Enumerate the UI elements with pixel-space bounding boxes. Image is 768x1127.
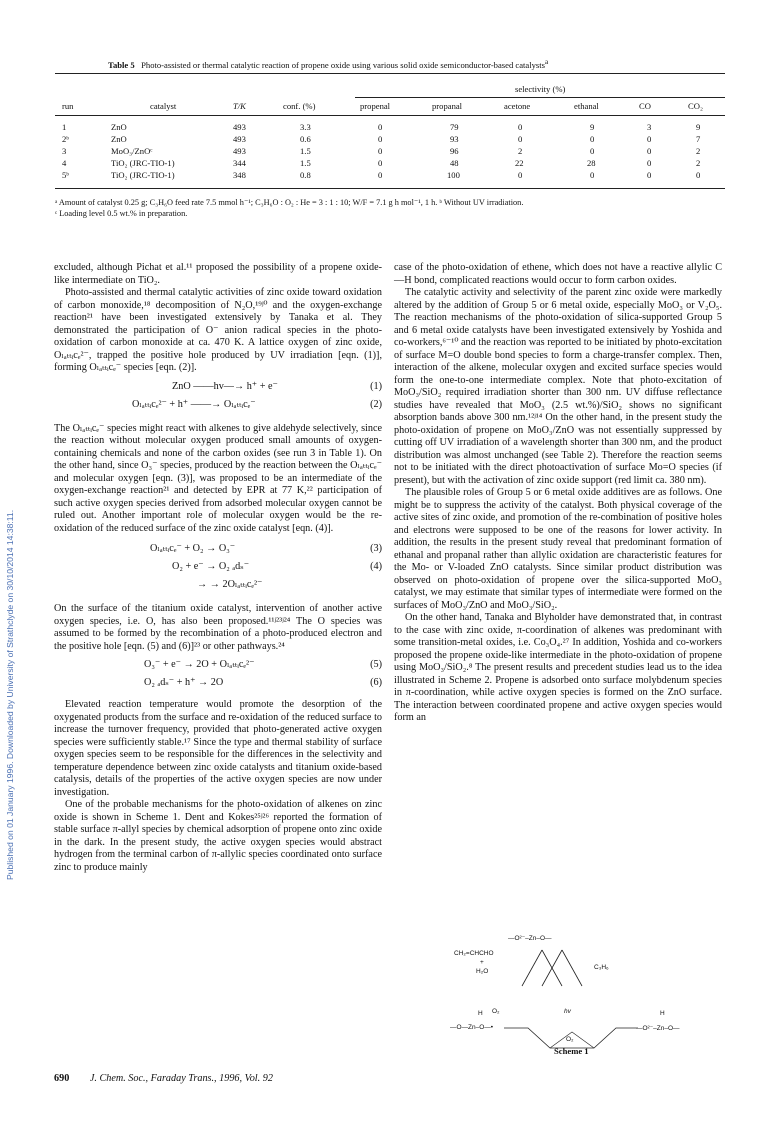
scheme-water: H₂O [476,968,489,975]
cell-conversion: 0.8 [300,170,311,180]
scheme-plus: + [480,959,484,966]
cell-co2: 9 [696,122,701,132]
cell-run: 4 [62,158,67,168]
equation-expression: ZnO ——hv—→ h⁺ + e⁻ [172,380,278,392]
cell-co: 0 [647,170,652,180]
download-watermark: Published on 01 January 1996. Downloaded by University of Strathclyde on 30/10/2014 14:38:11. [5,509,15,880]
cell-propenal: 0 [378,122,383,132]
cell-acetone: 0 [518,134,523,144]
paragraph: case of the photo-oxidation of ethene, which does not have a reactive allylic C—H bond, complicated reactions would occur to form carbon oxides. [394,262,722,286]
equation-2 [54,399,382,417]
paragraph: The Oₗₐₜₜᵢcₑ⁻ species might react with alkenes to give aldehyde selectively, since the reaction without molecular oxygen produced small amounts of oxygen-containing chemicals and none of the carbon oxides (see run 3 in Table 1). On the other hand, since O₃⁻ species, produced by the reaction between the Oₗₐₜₜᵢcₑ⁻ and molecular oxygen [eqn. (3)], was proposed to be an intermediate of the oxygen-exchange reaction²¹ and detected by EPR at 77 K,²² participation of such active oxygen species derived from adsorbed molecular oxygen cannot be ruled out. Another important role of molecular oxygen would be the re-oxidation of the reduced surface of the zinc oxide catalyst [eqn. (4)]. [54,422,382,534]
equation-4-continued [54,579,382,597]
journal-citation: J. Chem. Soc., Faraday Trans., 1996, Vol. 92 [89,1073,273,1084]
cell-propanal: 79 [450,122,459,132]
cell-co: 0 [647,146,652,156]
cell-conversion: 1.5 [300,158,311,168]
scheme-left-site: —O—Zn–O—• [450,1024,494,1031]
cell-run: 3 [62,146,67,156]
right-column [394,262,722,725]
table-label: Table 5 [108,59,135,70]
scheme-top-site: —O²⁻–Zn–O— [508,935,552,942]
scheme-propene: C₃H₆ [594,964,609,971]
cell-propanal: 100 [447,170,460,180]
equation-number: (5) [370,659,382,670]
header-temperature: T/K [233,101,246,111]
table-footnotes [55,198,725,219]
equation-4 [54,561,382,579]
header-ethanal: ethanal [574,101,599,111]
equation-number: (3) [370,543,382,554]
equation-3 [54,543,382,561]
equation-number: (2) [370,398,382,410]
cell-co2: 7 [696,134,701,144]
equation-expression: O₂ ₐdₛ⁻ + h⁺ → 2O [144,677,224,688]
header-co: CO [639,101,651,111]
cell-run: 1 [62,122,67,132]
cell-propanal: 48 [450,158,459,168]
cell-temperature: 493 [233,146,246,156]
scheme-1 [394,928,722,1068]
table-caption-note: a [545,58,549,66]
equation-expression: Oₗₐₜₜᵢcₑ⁻ + O₂ → O₃⁻ [150,543,236,554]
data-table [0,0,768,200]
paragraph: The catalytic activity and selectivity of the parent zinc oxide were markedly altered by the addition of Group 5 or 6 metal oxide, especially MoO₃ or V₂O₅. The reaction mechanisms of the photo-oxidation of silica-supported Group 5 and 6 metal oxide catalysts have been investigated extensively by Yoshida and co-workers,⁶⁻¹⁰ and the reaction was reported to be initiated by photo-excitation of surface M=O double bond species to form a charge-transfer complex. Then, interaction of the alkene, molecular oxygen and excited surface species would form the one-to-one intermediate complex. Note that photo-excitation of MoO₃/SiO₂ required irradiation shorter than 300 nm. UV diffuse reflectance studies have revealed that MoO₃ (2.5 wt.%)/SiO₂ shows no significant absorption bands above 300 nm.¹²ʲ¹⁴ On the other hand, in the present study the photo-oxidation of propene on MoO₃/ZnO was not essentially suppressed by cutting off UV irradiation of a wavelength shorter than 300 nm, and the product distribution was almost unchanged (see Table 2). Therefore the reaction seems not to be initiated with the direct photoactivation of surface Mo=O species (if present), but with the activation of zinc oxide support (red limit ca. 380 nm). [394,287,722,486]
cell-propenal: 0 [378,170,383,180]
equation-number: (6) [370,677,382,688]
cell-propenal: 0 [378,146,383,156]
cell-ethanal: 9 [590,122,595,132]
cell-acetone: 22 [515,158,524,168]
table-caption-text: Photo-assisted or thermal catalytic reaction of propene oxide using various solid oxide semiconductor-based catalysts [141,59,545,70]
cell-co2: 2 [696,158,701,168]
equation-expression: Oₗₐₜₜᵢcₑ²⁻ + h⁺ ——→ Oₗₐₜₜᵢcₑ⁻ [132,398,256,410]
equation-expression: O₂ + e⁻ → O₂ ₐdₛ⁻ [172,561,250,572]
equation-number: (4) [370,561,382,572]
scheme-o2-bottom: O₂ [566,1036,574,1043]
paragraph: One of the probable mechanisms for the photo-oxidation of alkenes on zinc oxide is shown in Scheme 1. Dent and Kokes²⁵ʲ²⁶ reported the formation of stable surface π-allyl species by chemical adsorption of propene onto zinc oxide in the dark. In the present study, the active oxygen species would abstract hydrogen from the terminal carbon of π-allylic species coordinated onto surface zinc to produce mainly [54,799,382,873]
footnote-c: ᶜ Loading level 0.5 wt.% in preparation. [55,208,188,218]
cell-catalyst: MoO₃/ZnOᶜ [111,146,153,156]
header-run: run [62,101,74,111]
page-number: 690 [54,1073,70,1084]
equation-expression: O₃⁻ + e⁻ → 2O + Oₗₐₜₜᵢcₑ²⁻ [144,659,255,670]
scheme-product: CH₂=CHCHO [454,950,494,957]
footnote-a: ᵃ Amount of catalyst 0.25 g; C₃H₆O feed rate 7.5 mmol h⁻¹; C₃H₆O : O₂ : He = 3 : 1 : 10; W/F = 7.1 g h mol⁻¹, 1 h. ᵇ Without UV irradiation. [55,198,524,207]
header-propenal: propenal [360,101,391,111]
equation-5 [54,659,382,677]
equation-1 [54,381,382,399]
header-catalyst: catalyst [150,101,177,111]
cell-catalyst: ZnO [111,134,127,144]
scheme-h-left: H [478,1010,483,1017]
cell-conversion: 3.3 [300,122,311,132]
equation-number: (1) [370,380,382,392]
cell-temperature: 344 [233,158,246,168]
paragraph: Photo-assisted and thermal catalytic activities of zinc oxide toward oxidation of carbon monoxide,¹⁸ decomposition of N₂O,¹⁹ʲ⁰ and the oxygen-exchange reaction²¹ have been investigated extensively by Tanaka et al. They demonstrated the participation of O⁻ anion radical species in the photo-oxidation of carbon monoxide at ca. 470 K. A lattice oxygen of zinc oxide, Oₗₐₜₜᵢcₑ²⁻, trapped the positive hole produced by UV irradiation [eqn. (1)], forming Oₗₐₜₜᵢcₑ⁻ species [eqn. (2)]. [54,287,382,373]
header-acetone: acetone [504,101,531,111]
scheme-right-site: —O²⁻–Zn–O— [636,1025,680,1032]
cell-ethanal: 0 [590,170,595,180]
page-footer [54,1073,273,1084]
cell-catalyst: TiO₂ (JRC-TIO-1) [111,158,175,168]
paragraph: The plausible roles of Group 5 or 6 metal oxide additives are as follows. One might be to suppress the activity of the catalyst. Both physical coverage of the active sites of zinc oxide, and promotion of the re-combination of positive holes and electrons were supposed to be one of the reasons for lower activity. In addition, the results in the present study reveal that predominant formation of ethanal and propanal rather than allylic oxidation are characteristic features for the Mo- or V-loaded ZnO catalysts. Since similar product distribution was observed on photo-oxidation of propene over the silica-supported MoO₃ catalyst, we may estimate that similar types of intermediate were formed on the surfaces of MoO₃/ZnO and MoO₃/SiO₂. [394,487,722,611]
cell-propanal: 96 [450,146,459,156]
cell-propanal: 93 [450,134,459,144]
cell-acetone: 0 [518,170,523,180]
cell-temperature: 493 [233,134,246,144]
scheme-hv: hv [564,1008,571,1015]
cell-run: 2ᵇ [62,134,69,144]
cell-ethanal: 28 [587,158,596,168]
cell-co: 0 [647,158,652,168]
paragraph: On the surface of the titanium oxide catalyst, intervention of another active oxygen species, i.e. O, has also been proposed.¹¹ʲ²³ʲ²⁴ The O species was assumed to be formed by the recombination of a photo-produced electron and the positive hole [eqn. (5) and (6)]²³ or other pathways.²⁴ [54,603,382,652]
cell-ethanal: 0 [590,134,595,144]
cell-conversion: 0.6 [300,134,311,144]
cell-temperature: 348 [233,170,246,180]
cell-co: 0 [647,134,652,144]
header-co2: CO₂ [688,101,703,111]
cell-co2: 0 [696,170,701,180]
cell-temperature: 493 [233,122,246,132]
cell-run: 5ᵇ [62,170,69,180]
selectivity-header: selectivity (%) [515,84,566,94]
equation-expression: → → 2Oₗₐₜₜᵢcₑ²⁻ [197,579,263,590]
paragraph: Elevated reaction temperature would promote the desorption of the oxygenated products from the surface and re-oxidation of the reduced surface to increase the turnover frequency, provided that photo-generated active oxygen species were sufficiently stable.¹⁷ Since the type and thermal stability of surface oxygen species seem to be responsible for the differences in the selectivity and temperature dependence between zinc oxide catalysts and titanium oxide-based catalysis, details of the properties of the active oxygen species are now under investigation. [54,699,382,798]
cell-co2: 2 [696,146,701,156]
cell-acetone: 0 [518,122,523,132]
paragraph: On the other hand, Tanaka and Blyholder have demonstrated that, in contrast to the case with zinc oxide, π-coordination of alkenes was predominant with some transition-metal oxides, i.e. Co₃O₄.²⁷ In addition, Yoshida and co-workers proposed the propene oxide-like intermediate in the photo-oxidation of propene using MoO₃/SiO₂.⁸ The present results and precedent studies lead us to the idea illustrated in Scheme 2. Propene is adsorbed onto surface molybdenum species in π-coordination, while active oxygen species is formed on the ZnO surface. The interaction between coordinated propene and active oxygen species would form an [394,612,722,723]
cell-acetone: 2 [518,146,523,156]
cell-ethanal: 0 [590,146,595,156]
left-column [54,262,382,874]
cell-propenal: 0 [378,158,383,168]
header-conversion: conf. (%) [283,101,316,111]
cell-propenal: 0 [378,134,383,144]
cell-catalyst: TiO₂ (JRC-TIO-1) [111,170,175,180]
equation-6 [54,677,382,695]
scheme-caption: Scheme 1 [554,1046,589,1056]
scheme-h-right: H [660,1010,665,1017]
cell-conversion: 1.5 [300,146,311,156]
header-propanal: propanal [432,101,463,111]
paragraph: excluded, although Pichat et al.¹¹ proposed the possibility of a propene oxide-like intermediate on TiO₂. [54,262,382,286]
cell-catalyst: ZnO [111,122,127,132]
cell-co: 3 [647,122,652,132]
scheme-o2-left: O₂ [492,1008,500,1015]
